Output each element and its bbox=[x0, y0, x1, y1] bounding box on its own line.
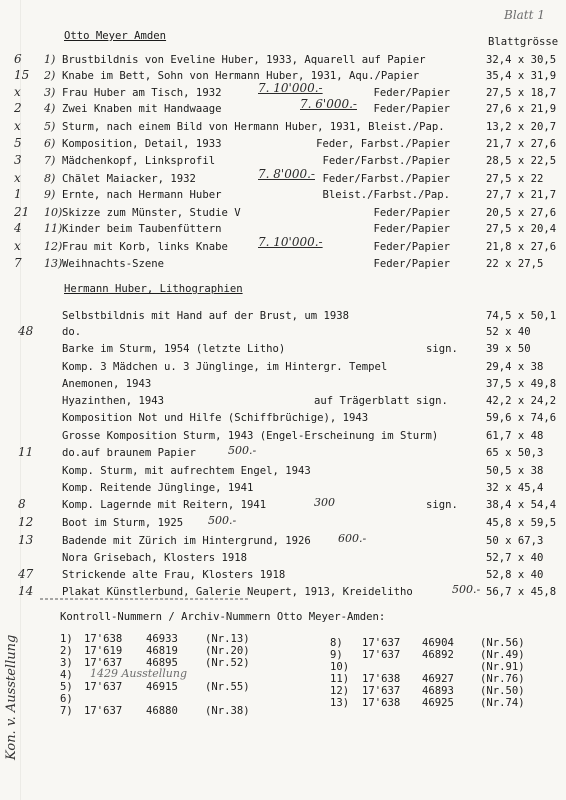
row-annotation: 21 bbox=[14, 205, 30, 219]
margin-note: Kon. v. Ausstellung bbox=[4, 634, 19, 760]
row-annotation: x bbox=[14, 171, 21, 185]
work-title: Ernte, nach Hermann Huber bbox=[62, 189, 222, 201]
work-technique: Feder/Papier bbox=[373, 87, 450, 99]
handwritten-price: 7. 6'000.- bbox=[300, 97, 357, 111]
row-annotation: x bbox=[14, 239, 21, 253]
ctrl-num: 5) bbox=[60, 681, 73, 693]
row-annotation: 3 bbox=[14, 153, 22, 167]
litho-note: sign. bbox=[426, 499, 458, 511]
ctrl-archiv: 46880 bbox=[146, 705, 178, 717]
hh-heading: Hermann Huber, Lithographien bbox=[64, 283, 243, 295]
row-annotation: 15 bbox=[14, 68, 30, 82]
row-number: 2) bbox=[44, 69, 56, 82]
ctrl-kontroll: 17'637 bbox=[362, 685, 401, 697]
work-title: Frau Huber am Tisch, 1932 bbox=[62, 87, 222, 99]
ctrl-kontroll: 17'638 bbox=[84, 633, 123, 645]
header-title: Otto Meyer Amden bbox=[64, 30, 167, 42]
section-divider bbox=[40, 596, 250, 602]
handwritten-price: 500.- bbox=[228, 444, 257, 457]
sheet-size: 59,6 x 74,6 bbox=[486, 412, 557, 424]
ctrl-archiv: 46819 bbox=[146, 645, 178, 657]
litho-title: Komposition Not und Hilfe (Schiffbrüchige), 1943 bbox=[62, 412, 369, 424]
ctrl-num: 6) bbox=[60, 693, 73, 705]
sheet-size: 21,8 x 27,6 bbox=[486, 241, 557, 253]
ctrl-ref: (Nr.20) bbox=[205, 645, 250, 657]
sheet-size: 13,2 x 20,7 bbox=[486, 121, 557, 133]
handwritten-price: 500.- bbox=[452, 583, 481, 596]
ctrl-ref: (Nr.91) bbox=[480, 661, 525, 673]
sheet-size: 32 x 45,4 bbox=[486, 482, 544, 494]
work-technique: Feder, Farbst./Papier bbox=[316, 138, 450, 150]
row-number: 5) bbox=[44, 120, 56, 133]
ctrl-ref: (Nr.49) bbox=[480, 649, 525, 661]
work-title: Mädchenkopf, Linksprofil bbox=[62, 155, 216, 167]
ctrl-kontroll: 17'637 bbox=[362, 649, 401, 661]
row-annotation: 48 bbox=[18, 324, 34, 338]
litho-title: do.auf braunem Papier bbox=[62, 447, 196, 459]
sheet-size: 38,4 x 54,4 bbox=[486, 499, 557, 511]
row-annotation: 1 bbox=[14, 187, 22, 201]
sheet-size: 27,5 x 22 bbox=[486, 173, 544, 185]
ctrl-archiv: 46904 bbox=[422, 637, 454, 649]
row-number: 11) bbox=[44, 222, 63, 235]
work-technique: Feder/Farbst./Papier bbox=[322, 173, 450, 185]
sheet-size: 27,5 x 18,7 bbox=[486, 87, 557, 99]
ctrl-num: 10) bbox=[330, 661, 350, 673]
sheet-size: 52,8 x 40 bbox=[486, 569, 544, 581]
row-annotation: x bbox=[14, 119, 21, 133]
sheet-size: 50 x 67,3 bbox=[486, 535, 544, 547]
ctrl-archiv: 46893 bbox=[422, 685, 454, 697]
ctrl-ref: (Nr.38) bbox=[205, 705, 250, 717]
sheet-label: Blatt 1 bbox=[504, 8, 545, 22]
work-title: Komposition, Detail, 1933 bbox=[62, 138, 222, 150]
litho-title: Komp. Lagernde mit Reitern, 1941 bbox=[62, 499, 267, 511]
row-annotation: 6 bbox=[14, 52, 22, 66]
litho-note: auf Trägerblatt sign. bbox=[314, 395, 448, 407]
litho-title: Komp. 3 Mädchen u. 3 Jünglinge, im Hintergr. Tempel bbox=[62, 361, 388, 373]
litho-title: Selbstbildnis mit Hand auf der Brust, um 1938 bbox=[62, 310, 350, 322]
work-technique: Feder/Farbst./Papier bbox=[322, 155, 450, 167]
sheet-size: 39 x 50 bbox=[486, 343, 531, 355]
ctrl-num: 7) bbox=[60, 705, 73, 717]
work-technique: Feder/Papier bbox=[373, 103, 450, 115]
litho-note: sign. bbox=[426, 343, 458, 355]
litho-title: Boot im Sturm, 1925 bbox=[62, 517, 184, 529]
row-annotation: 5 bbox=[14, 136, 22, 150]
work-title: Weihnachts-Szene bbox=[62, 258, 165, 270]
ctrl-ref: (Nr.13) bbox=[205, 633, 250, 645]
litho-title: Barke im Sturm, 1954 (letzte Litho) bbox=[62, 343, 286, 355]
litho-title: Anemonen, 1943 bbox=[62, 378, 152, 390]
ctrl-archiv: 46933 bbox=[146, 633, 178, 645]
litho-title: Hyazinthen, 1943 bbox=[62, 395, 165, 407]
row-annotation: 8 bbox=[18, 497, 26, 511]
handwritten-price: 7. 10'000.- bbox=[258, 235, 323, 249]
ctrl-archiv: 46915 bbox=[146, 681, 178, 693]
ctrl-ref: (Nr.56) bbox=[480, 637, 525, 649]
row-annotation: 2 bbox=[14, 101, 22, 115]
sheet-size: 56,7 x 45,8 bbox=[486, 586, 557, 598]
ctrl-kontroll: 17'637 bbox=[84, 657, 123, 669]
work-title: Skizze zum Münster, Studie V bbox=[62, 207, 241, 219]
row-annotation: x bbox=[14, 85, 21, 99]
litho-title: Plakat Künstlerbund, Galerie Neupert, 1913, Kreidelitho bbox=[62, 586, 413, 598]
row-number: 4) bbox=[44, 102, 56, 115]
sheet-size: 65 x 50,3 bbox=[486, 447, 544, 459]
ctrl-kontroll: 17'637 bbox=[84, 681, 123, 693]
row-number: 8) bbox=[44, 172, 56, 185]
sheet-size: 27,5 x 20,4 bbox=[486, 223, 557, 235]
work-technique: Feder/Papier bbox=[373, 241, 450, 253]
handwritten-price: 7. 8'000.- bbox=[258, 167, 315, 181]
control-heading: Kontroll-Nummern / Archiv-Nummern Otto Meyer-Amden: bbox=[60, 611, 386, 623]
work-title: Zwei Knaben mit Handwaage bbox=[62, 103, 222, 115]
handwritten-price: 600.- bbox=[338, 532, 367, 545]
ctrl-kontroll: 17'637 bbox=[362, 637, 401, 649]
ctrl-ref: (Nr.76) bbox=[480, 673, 525, 685]
litho-title: do. bbox=[62, 326, 82, 338]
handwritten-price: 7. 10'000.- bbox=[258, 81, 323, 95]
sheet-size: 28,5 x 22,5 bbox=[486, 155, 557, 167]
sheet-size: 21,7 x 27,6 bbox=[486, 138, 557, 150]
row-number: 7) bbox=[44, 154, 56, 167]
sheet-size: 27,7 x 21,7 bbox=[486, 189, 557, 201]
handwritten-price: 500.- bbox=[208, 514, 237, 527]
litho-title: Nora Grisebach, Klosters 1918 bbox=[62, 552, 247, 564]
litho-title: Komp. Sturm, mit aufrechtem Engel, 1943 bbox=[62, 465, 311, 477]
sheet-size: 27,6 x 21,9 bbox=[486, 103, 557, 115]
ctrl-num: 9) bbox=[330, 649, 343, 661]
work-title: Frau mit Korb, links Knabe bbox=[62, 241, 228, 253]
work-title: Kinder beim Taubenfüttern bbox=[62, 223, 222, 235]
sheet-size: 42,2 x 24,2 bbox=[486, 395, 557, 407]
work-title: Chälet Maiacker, 1932 bbox=[62, 173, 196, 185]
row-number: 3) bbox=[44, 86, 56, 99]
work-technique: Feder/Papier bbox=[373, 258, 450, 270]
ctrl-ref: (Nr.50) bbox=[480, 685, 525, 697]
row-annotation: 4 bbox=[14, 221, 22, 235]
ctrl-num: 13) bbox=[330, 697, 350, 709]
ctrl-archiv: 46925 bbox=[422, 697, 454, 709]
row-number: 6) bbox=[44, 137, 56, 150]
sheet-size: 20,5 x 27,6 bbox=[486, 207, 557, 219]
ctrl-num: 3) bbox=[60, 657, 73, 669]
sheet-size: 74,5 x 50,1 bbox=[486, 310, 557, 322]
ctrl-kontroll: 17'619 bbox=[84, 645, 123, 657]
handwritten-price: 300 bbox=[314, 496, 335, 509]
row-number: 13) bbox=[44, 257, 63, 270]
litho-title: Komp. Reitende Jünglinge, 1941 bbox=[62, 482, 254, 494]
ctrl-num: 1) bbox=[60, 633, 73, 645]
row-annotation: 13 bbox=[18, 533, 34, 547]
work-technique: Feder/Papier bbox=[373, 207, 450, 219]
row-annotation: 11 bbox=[18, 445, 34, 459]
ctrl-num: 12) bbox=[330, 685, 350, 697]
row-number: 10) bbox=[44, 206, 63, 219]
ctrl-archiv: 46895 bbox=[146, 657, 178, 669]
row-annotation: 7 bbox=[14, 256, 22, 270]
litho-title: Grosse Komposition Sturm, 1943 (Engel-Erscheinung im Sturm) bbox=[62, 430, 439, 442]
sheet-size: 52 x 40 bbox=[486, 326, 531, 338]
ctrl-pencil-note: 1429 Ausstellung bbox=[90, 667, 187, 680]
ctrl-kontroll: 17'637 bbox=[84, 705, 123, 717]
ctrl-num: 2) bbox=[60, 645, 73, 657]
litho-title: Strickende alte Frau, Klosters 1918 bbox=[62, 569, 286, 581]
ctrl-archiv: 46927 bbox=[422, 673, 454, 685]
litho-title: Badende mit Zürich im Hintergrund, 1926 bbox=[62, 535, 311, 547]
work-technique: Feder/Papier bbox=[373, 223, 450, 235]
sheet-size: 37,5 x 49,8 bbox=[486, 378, 557, 390]
work-title: Knabe im Bett, Sohn von Hermann Huber, 1931, Aqu./Papier bbox=[62, 70, 420, 82]
work-title: Sturm, nach einem Bild von Hermann Huber, 1931, Bleist./Pap. bbox=[62, 121, 445, 133]
row-annotation: 47 bbox=[18, 567, 34, 581]
sheet-size: 35,4 x 31,9 bbox=[486, 70, 557, 82]
row-annotation: 14 bbox=[18, 584, 34, 598]
sheet-size: 29,4 x 38 bbox=[486, 361, 544, 373]
sheet-size: 61,7 x 48 bbox=[486, 430, 544, 442]
sheet-size: 50,5 x 38 bbox=[486, 465, 544, 477]
row-number: 9) bbox=[44, 188, 56, 201]
ctrl-ref: (Nr.52) bbox=[205, 657, 250, 669]
ctrl-ref: (Nr.74) bbox=[480, 697, 525, 709]
row-annotation: 12 bbox=[18, 515, 34, 529]
ctrl-archiv: 46892 bbox=[422, 649, 454, 661]
ctrl-kontroll: 17'638 bbox=[362, 697, 401, 709]
ctrl-num: 4) bbox=[60, 669, 73, 681]
sheet-size: 45,8 x 59,5 bbox=[486, 517, 557, 529]
header-size: Blattgrösse bbox=[488, 36, 559, 48]
sheet-size: 32,4 x 30,5 bbox=[486, 54, 557, 66]
work-technique: Bleist./Farbst./Pap. bbox=[322, 189, 450, 201]
row-number: 12) bbox=[44, 240, 63, 253]
sheet-size: 22 x 27,5 bbox=[486, 258, 544, 270]
ctrl-kontroll: 17'638 bbox=[362, 673, 401, 685]
work-title: Brustbildnis von Eveline Huber, 1933, Aquarell auf Papier bbox=[62, 54, 426, 66]
ctrl-ref: (Nr.55) bbox=[205, 681, 250, 693]
sheet-size: 52,7 x 40 bbox=[486, 552, 544, 564]
ctrl-num: 8) bbox=[330, 637, 343, 649]
ctrl-num: 11) bbox=[330, 673, 350, 685]
row-number: 1) bbox=[44, 53, 56, 66]
